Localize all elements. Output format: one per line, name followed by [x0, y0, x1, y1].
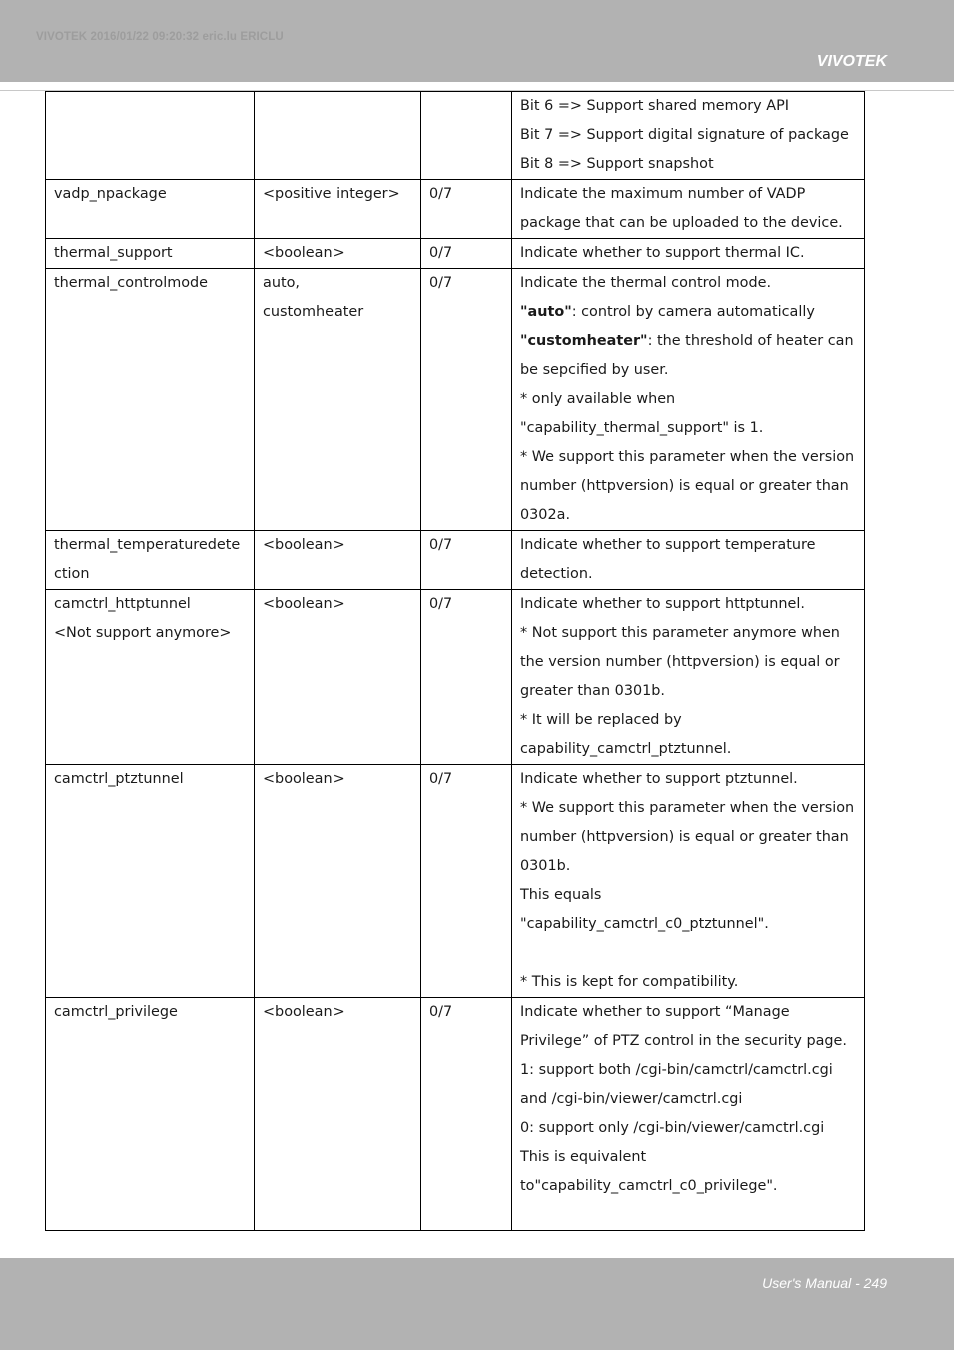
description-text: Bit 6 => Support shared memory API [520, 98, 790, 114]
description-line [520, 269, 856, 298]
description-text: number (httpversion) is equal or greater than [520, 829, 849, 845]
description-text: 0302a. [520, 507, 571, 523]
description-line [520, 531, 856, 560]
param-value-cell [255, 590, 421, 765]
param-description-cell [512, 180, 865, 239]
page-number: User's Manual - 249 [762, 1275, 887, 1291]
param-value-line: <positive integer> [263, 186, 400, 202]
param-value-cell [255, 269, 421, 531]
description-text: Indicate the thermal control mode. [520, 275, 772, 291]
description-text: * We support this parameter when the version [520, 800, 855, 816]
param-name-line: vadp_npackage [54, 186, 167, 202]
param-value-line: <boolean> [263, 771, 345, 787]
param-name-cell [46, 239, 255, 269]
param-value-line: <boolean> [263, 1004, 345, 1020]
description-text: Bit 7 => Support digital signature of package [520, 127, 849, 143]
description-text: * Not support this parameter anymore when [520, 625, 840, 641]
description-text: : control by camera automatically [571, 304, 815, 320]
table-row [46, 180, 865, 239]
param-name-cell [46, 590, 255, 765]
param-description-cell [512, 765, 865, 998]
description-line [520, 590, 856, 619]
description-text: * only available when [520, 391, 676, 407]
description-line [520, 121, 856, 150]
param-description-cell [512, 239, 865, 269]
param-value-line: auto, [263, 275, 300, 291]
description-line [520, 414, 856, 443]
param-value-line: customheater [263, 304, 364, 320]
param-security-level [429, 92, 503, 121]
description-line [520, 209, 856, 238]
description-line [520, 852, 856, 881]
description-text: detection. [520, 566, 593, 582]
description-keyword: "auto" [520, 304, 572, 320]
description-line [520, 823, 856, 852]
param-description-cell [512, 590, 865, 765]
param-name-line: thermal_controlmode [54, 275, 209, 291]
description-text: This is equivalent [520, 1149, 647, 1165]
param-security-level: 0/7 [429, 275, 453, 291]
description-line [520, 968, 856, 997]
description-line [520, 385, 856, 414]
description-text: "capability_camctrl_c0_ptztunnel". [520, 916, 769, 932]
description-line [520, 1027, 856, 1056]
param-value-cell [255, 239, 421, 269]
description-line [520, 92, 856, 121]
param-security-cell [421, 590, 512, 765]
param-description-cell [512, 531, 865, 590]
description-line [520, 648, 856, 677]
param-security-cell [421, 998, 512, 1231]
param-value-cell [255, 92, 421, 180]
description-text: * It will be replaced by [520, 712, 682, 728]
description-text: Indicate whether to support httptunnel. [520, 596, 805, 612]
table-row [46, 998, 865, 1231]
description-text: * We support this parameter when the version [520, 449, 855, 465]
description-text: Bit 8 => Support snapshot [520, 156, 714, 172]
param-security-cell [421, 765, 512, 998]
param-name-cell [46, 269, 255, 531]
param-name-cell [46, 531, 255, 590]
description-line [520, 1056, 856, 1085]
description-line [520, 998, 856, 1027]
description-line [520, 1085, 856, 1114]
table-row [46, 269, 865, 531]
brand-logo-text: VIVOTEK [816, 53, 887, 70]
description-line [520, 881, 856, 910]
description-line [520, 735, 856, 764]
param-security-level: 0/7 [429, 537, 453, 553]
description-line [520, 794, 856, 823]
description-text: Indicate whether to support temperature [520, 537, 816, 553]
param-description-cell [512, 92, 865, 180]
description-text: Indicate whether to support “Manage [520, 1004, 790, 1020]
description-text: 0: support only /cgi-bin/viewer/camctrl.cgi [520, 1120, 825, 1136]
param-name-line: camctrl_privilege [54, 1004, 178, 1020]
param-security-level: 0/7 [429, 596, 453, 612]
description-line [520, 298, 856, 327]
description-line [520, 501, 856, 530]
table-row [46, 239, 865, 269]
description-line [520, 180, 856, 209]
description-text: the version number (httpversion) is equal or [520, 654, 840, 670]
description-text: 0301b. [520, 858, 571, 874]
param-security-level: 0/7 [429, 771, 453, 787]
watermark-stamp: VIVOTEK 2016/01/22 09:20:32 eric.lu ERICLU [36, 31, 284, 43]
param-security-level: 0/7 [429, 1004, 453, 1020]
description-line [520, 472, 856, 501]
description-line [520, 150, 856, 179]
param-value-line: <boolean> [263, 596, 345, 612]
param-security-level: 0/7 [429, 245, 453, 261]
description-line [520, 619, 856, 648]
param-security-cell [421, 269, 512, 531]
description-text: number (httpversion) is equal or greater than [520, 478, 849, 494]
description-text: "capability_thermal_support" is 1. [520, 420, 764, 436]
param-description-cell [512, 269, 865, 531]
description-keyword: "customheater" [520, 333, 648, 349]
description-text: Indicate whether to support ptztunnel. [520, 771, 798, 787]
description-line [520, 1143, 856, 1172]
param-name-cell [46, 180, 255, 239]
param-name-cell [46, 765, 255, 998]
description-text: Indicate the maximum number of VADP [520, 186, 806, 202]
param-name-line: ction [54, 566, 90, 582]
table-row [46, 92, 865, 180]
description-text: package that can be uploaded to the device. [520, 215, 843, 231]
param-security-cell [421, 239, 512, 269]
parameter-table-container [45, 91, 864, 1231]
param-name-line: thermal_temperaturedete [54, 537, 241, 553]
description-line [520, 765, 856, 794]
description-text: be sepcified by user. [520, 362, 669, 378]
param-name-cell [46, 998, 255, 1231]
param-security-cell [421, 531, 512, 590]
description-text: capability_camctrl_ptztunnel. [520, 741, 732, 757]
description-text: 1: support both /cgi-bin/camctrl/camctrl.cgi [520, 1062, 833, 1078]
table-row [46, 531, 865, 590]
parameter-table-body [46, 92, 865, 1231]
page-footer [0, 1258, 954, 1350]
table-row [46, 765, 865, 998]
description-text: : the threshold of heater can [647, 333, 854, 349]
description-line [520, 706, 856, 735]
description-text: greater than 0301b. [520, 683, 666, 699]
description-text: Indicate whether to support thermal IC. [520, 245, 805, 261]
description-line [520, 1201, 856, 1230]
param-name-line: camctrl_ptztunnel [54, 771, 184, 787]
parameter-table [45, 91, 865, 1231]
description-line [520, 910, 856, 939]
description-text: This equals [520, 887, 602, 903]
param-security-level: 0/7 [429, 186, 453, 202]
param-description-cell [512, 998, 865, 1231]
page-header [0, 0, 954, 82]
description-text: to"capability_camctrl_c0_privilege". [520, 1178, 778, 1194]
param-value-cell [255, 765, 421, 998]
description-line [520, 677, 856, 706]
param-name-line: camctrl_httptunnel [54, 596, 191, 612]
description-line [520, 239, 856, 268]
param-value-cell [255, 998, 421, 1231]
param-value-line: <boolean> [263, 537, 345, 553]
description-line [520, 560, 856, 589]
description-line [520, 1114, 856, 1143]
description-text: * This is kept for compatibility. [520, 974, 739, 990]
description-text: Privilege” of PTZ control in the security page. [520, 1033, 847, 1049]
param-name-cell [46, 92, 255, 180]
description-line [520, 443, 856, 472]
description-line [520, 1172, 856, 1201]
description-line [520, 356, 856, 385]
param-security-cell [421, 180, 512, 239]
table-row [46, 590, 865, 765]
description-line [520, 327, 856, 356]
param-security-cell [421, 92, 512, 180]
param-value-cell [255, 180, 421, 239]
param-value-line: <boolean> [263, 245, 345, 261]
param-name-line: thermal_support [54, 245, 173, 261]
description-line [520, 939, 856, 968]
description-text: and /cgi-bin/viewer/camctrl.cgi [520, 1091, 743, 1107]
param-value-cell [255, 531, 421, 590]
param-name-line: <Not support anymore> [54, 625, 232, 641]
